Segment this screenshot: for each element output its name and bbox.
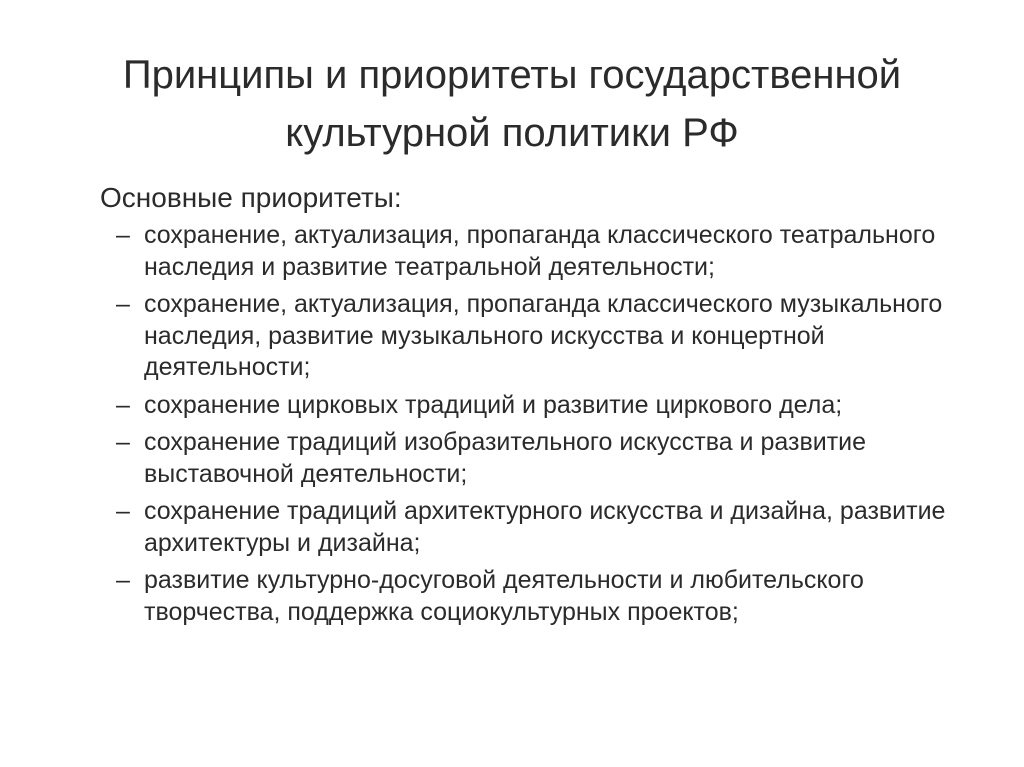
slide-title: Принципы и приоритеты государственной культурной политики РФ [122, 53, 902, 155]
list-item [116, 427, 976, 490]
list-item-text: сохранение, актуализация, пропаганда классического музыкального наследия, развитие музыкального искусства и концертной деятельности; [144, 290, 943, 381]
list-item-text: сохранение традиций архитектурного искусства и дизайна, развитие архитектуры и дизайна; [144, 497, 946, 557]
dash-bullet-icon: – [116, 428, 130, 456]
list-item-text: сохранение цирковых традиций и развитие циркового дела; [144, 390, 843, 419]
priorities-list [116, 220, 976, 634]
list-item [116, 289, 976, 384]
list-item [116, 390, 976, 422]
dash-bullet-icon: – [116, 497, 130, 525]
list-item-text: сохранение традиций изобразительного искусства и развитие выставочной деятельности; [144, 428, 867, 488]
list-item-text: развитие культурно-досуговой деятельности и любительского творчества, поддержка социокультурных проектов; [144, 566, 864, 626]
list-item [116, 565, 976, 628]
list-item [116, 220, 976, 283]
dash-bullet-icon: – [116, 566, 130, 594]
list-item-text: сохранение, актуализация, пропаганда классического театрального наследия и развитие театральной деятельности; [144, 221, 936, 281]
priorities-heading: Основные приоритеты: [100, 182, 402, 213]
dash-bullet-icon: – [116, 221, 130, 249]
dash-bullet-icon: – [116, 390, 130, 419]
dash-bullet-icon: – [116, 290, 130, 318]
list-item [116, 496, 976, 559]
